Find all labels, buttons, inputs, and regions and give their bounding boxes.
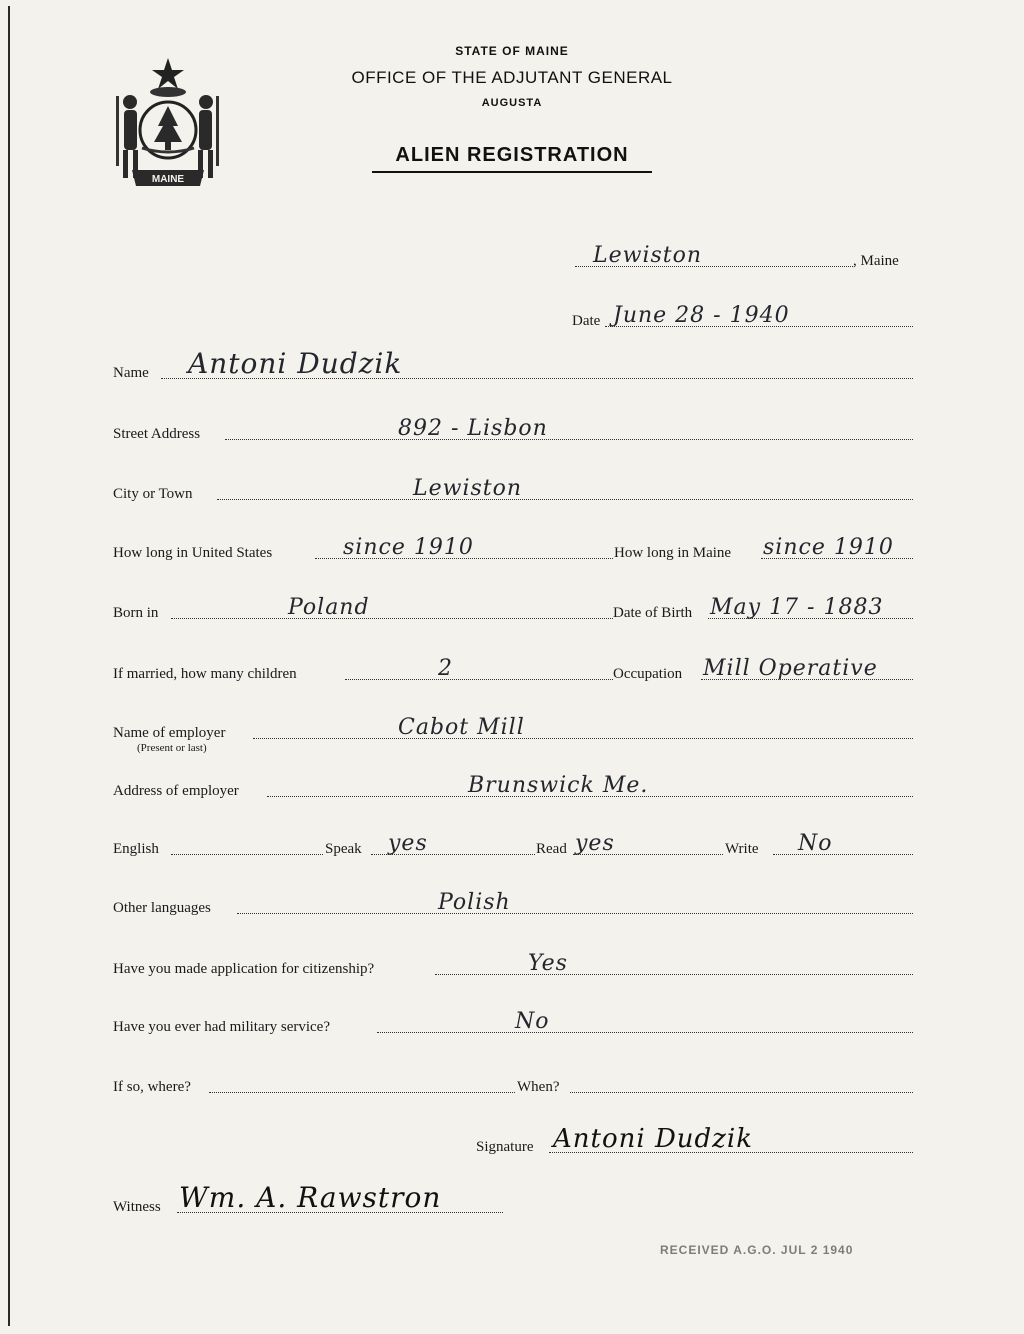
date-row <box>113 300 913 330</box>
children-label: If married, how many children <box>113 666 297 682</box>
birth-row <box>113 592 913 622</box>
other-languages-value: Polish <box>438 890 511 915</box>
signature-row <box>113 1126 913 1156</box>
other-languages-label: Other languages <box>113 900 211 916</box>
family-row <box>113 653 913 683</box>
witness-label: Witness <box>113 1199 161 1215</box>
speak-value: yes <box>388 831 428 856</box>
born-in-label: Born in <box>113 605 159 621</box>
employer-address-label: Address of employer <box>113 783 239 799</box>
place-value: Lewiston <box>593 243 703 268</box>
how-long-us-label: How long in United States <box>113 545 273 561</box>
dob-value: May 17 - 1883 <box>710 595 884 620</box>
how-long-maine-label: How long in Maine <box>614 545 732 561</box>
employer-sublabel: (Present or last) <box>137 742 207 754</box>
employer-address-row <box>113 770 913 800</box>
witness-row <box>113 1181 913 1216</box>
born-in-value: Poland <box>288 595 370 620</box>
street-address-row <box>113 413 913 443</box>
form-title: ALIEN REGISTRATION <box>395 144 629 166</box>
employer-value: Cabot Mill <box>398 715 525 740</box>
how-long-maine-value: since 1910 <box>763 535 894 560</box>
write-label: Write <box>725 841 759 857</box>
where-label: If so, where? <box>113 1079 191 1095</box>
speak-label: Speak <box>325 841 362 857</box>
city-label: City or Town <box>113 486 193 502</box>
received-stamp: RECEIVED A.G.O. JUL 2 1940 <box>660 1243 854 1257</box>
place-row <box>113 240 913 270</box>
city-value: Lewiston <box>413 476 523 501</box>
english-row <box>113 828 913 858</box>
name-row <box>113 347 913 382</box>
maine-label: , Maine <box>853 253 899 269</box>
signature-value: Antoni Dudzik <box>553 1124 753 1154</box>
english-label: English <box>113 841 159 857</box>
title-underline <box>372 171 652 173</box>
employer-row <box>113 712 913 754</box>
children-value: 2 <box>438 656 453 681</box>
residence-row <box>113 532 913 562</box>
signature-label: Signature <box>476 1139 534 1155</box>
citizenship-label: Have you made application for citizenship? <box>113 961 375 977</box>
how-long-us-value: since 1910 <box>343 535 474 560</box>
state-heading: STATE OF MAINE <box>455 44 569 58</box>
street-address-value: 892 - Lisbon <box>398 416 548 441</box>
service-row <box>113 1066 913 1096</box>
employer-label: Name of employer <box>113 725 226 741</box>
city-row <box>113 473 913 503</box>
when-label: When? <box>517 1079 560 1095</box>
witness-value: Wm. A. Rawstron <box>179 1181 442 1214</box>
military-value: No <box>515 1009 550 1034</box>
city-heading: AUGUSTA <box>481 97 543 109</box>
street-address-label: Street Address <box>113 426 201 442</box>
military-label: Have you ever had military service? <box>113 1019 330 1035</box>
employer-address-value: Brunswick Me. <box>468 773 649 798</box>
name-label: Name <box>113 365 149 381</box>
occupation-value: Mill Operative <box>703 656 878 681</box>
read-value: yes <box>575 831 615 856</box>
svg-text:MAINE: MAINE <box>151 174 185 185</box>
read-label: Read <box>536 841 567 857</box>
citizenship-value: Yes <box>528 951 568 976</box>
occupation-label: Occupation <box>613 666 683 682</box>
date-label: Date <box>572 313 601 329</box>
write-value: No <box>798 831 833 856</box>
office-heading: OFFICE OF THE ADJUTANT GENERAL <box>351 68 673 87</box>
military-row <box>113 1006 913 1036</box>
dob-label: Date of Birth <box>613 605 693 621</box>
name-value: Antoni Dudzik <box>188 347 403 380</box>
citizenship-row <box>113 948 913 978</box>
languages-row <box>113 887 913 917</box>
date-value: June 28 - 1940 <box>613 303 790 328</box>
